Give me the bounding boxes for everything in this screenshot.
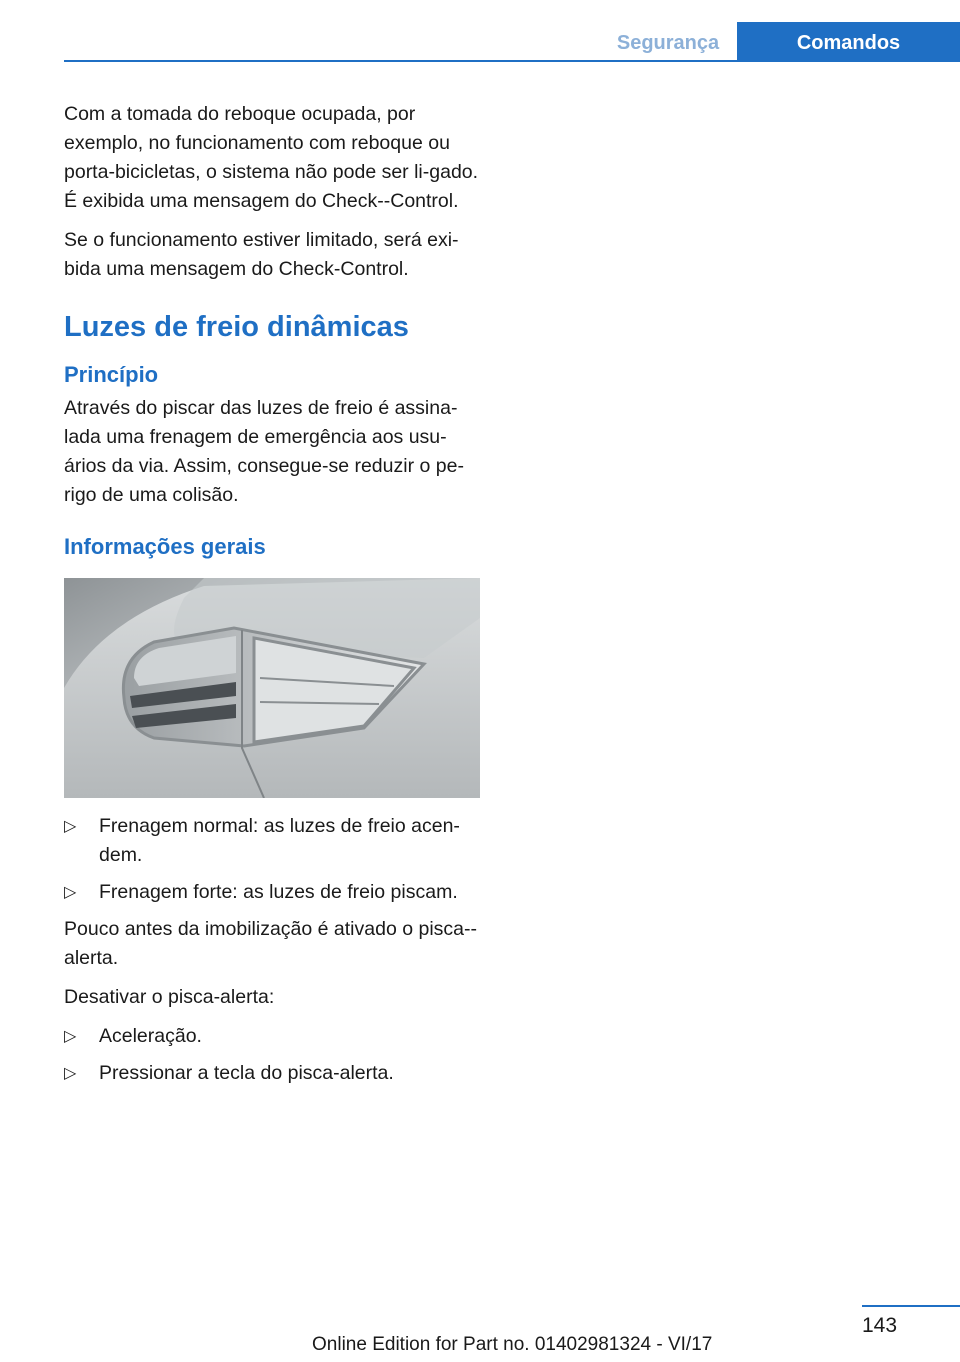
edition-footer: Online Edition for Part no. 01402981324 - VI/17 xyxy=(312,1334,713,1355)
principle-paragraph: Através do piscar das luzes de freio é assina-lada uma frenagem de emergência aos usu-ários da via. Assim, consegue-se reduzir o pe-rigo de uma colisão. xyxy=(64,397,464,506)
tail-light-illustration xyxy=(64,578,480,798)
list-item: ▷ Aceleração. xyxy=(64,1022,482,1051)
list-item: ▷ Pressionar a tecla do pisca-alerta. xyxy=(64,1059,482,1088)
bullet-triangle-icon: ▷ xyxy=(64,1028,77,1045)
bullet-triangle-icon: ▷ xyxy=(64,884,77,901)
main-column xyxy=(64,100,482,1096)
deactivate-list xyxy=(64,1022,482,1088)
section-title: Luzes de freio dinâmicas xyxy=(64,311,409,343)
bullet-triangle-icon: ▷ xyxy=(64,1065,77,1082)
bullet-triangle-icon: ▷ xyxy=(64,818,77,835)
header-rule xyxy=(64,60,960,62)
list-item: ▷ Frenagem normal: as luzes de freio acen-dem. xyxy=(64,812,482,870)
footer-rule xyxy=(862,1305,960,1307)
intro-paragraph-1: Com a tomada do reboque ocupada, por exemplo, no funcionamento com reboque ou porta-bicicletas, o sistema não pode ser li-gado. É exibida uma mensagem do Check--Control. xyxy=(64,103,479,212)
hazard-paragraph: Pouco antes da imobilização é ativado o pisca--alerta. xyxy=(64,918,477,969)
deactivate-paragraph: Desativar o pisca-alerta: xyxy=(64,986,275,1008)
list-item: ▷ Frenagem forte: as luzes de freio piscam. xyxy=(64,878,482,907)
principle-heading: Princípio xyxy=(64,362,159,387)
header-section-comandos: Comandos xyxy=(737,22,960,62)
intro-paragraph-2: Se o funcionamento estiver limitado, será exi-bida uma mensagem do Check-Control. xyxy=(64,229,459,280)
braking-behaviour-list xyxy=(64,812,482,907)
general-info-heading: Informações gerais xyxy=(64,534,266,559)
page-number: 143 xyxy=(862,1314,898,1337)
header-section-seguranca: Segurança xyxy=(616,32,720,54)
